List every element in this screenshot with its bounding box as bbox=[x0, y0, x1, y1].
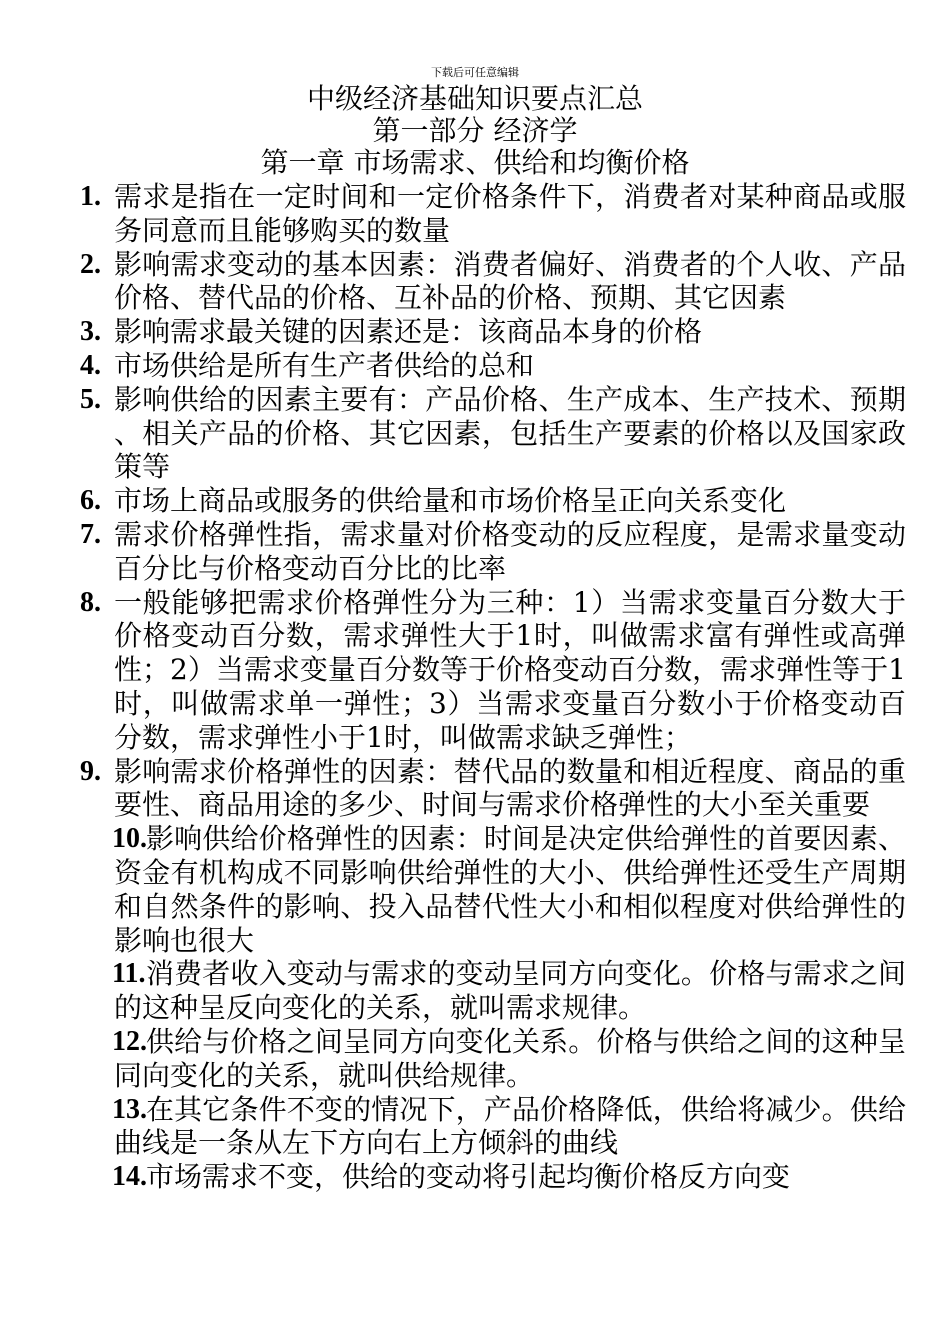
list-item bbox=[80, 518, 906, 586]
item-number: 5. bbox=[80, 383, 101, 415]
list-item bbox=[80, 1093, 906, 1161]
item-text: 一般能够把需求价格弹性分为三种：1）当需求变量百分数大于价格变动百分数，需求弹性大于1时，叫做需求富有弹性或高弹性；2）当需求变量百分数等于价格变动百分数，需求弹性等于1时，叫做需求单一弹性；3）当需求变量百分数小于价格变动百分数，需求弹性小于1时，叫做需求缺乏弹性； bbox=[114, 585, 906, 754]
download-note: 下载后可任意编辑 bbox=[431, 66, 519, 79]
part-title: 第一部分 经济学 bbox=[372, 114, 578, 147]
item-text: 影响需求最关键的因素还是：该商品本身的价格 bbox=[114, 315, 703, 349]
list-item bbox=[80, 248, 906, 316]
main-title: 中级经济基础知识要点汇总 bbox=[306, 82, 643, 115]
item-text: 影响需求价格弹性的因素：替代品的数量和相近程度、商品的重要性、商品用途的多少、时间与需求价格弹性的大小至关重要 bbox=[114, 754, 906, 822]
item-number: 14. bbox=[112, 1161, 147, 1193]
item-number: 1. bbox=[80, 181, 101, 212]
item-number: 11. bbox=[112, 958, 146, 990]
item-text: 市场上商品或服务的供给量和市场价格呈正向关系变化 bbox=[114, 484, 787, 518]
item-number: 7. bbox=[80, 518, 101, 550]
list-item bbox=[80, 586, 906, 755]
list-item bbox=[80, 180, 906, 248]
list-item bbox=[80, 484, 906, 518]
item-text: 影响供给的因素主要有：产品价格、生产成本、生产技术、预期、相关产品的价格、其它因素，包括生产要素的价格以及国家政策等 bbox=[114, 382, 906, 484]
item-number: 2. bbox=[80, 248, 101, 280]
item-number: 8. bbox=[80, 586, 101, 618]
item-text: 需求价格弹性指，需求量对价格变动的反应程度，是需求量变动百分比与价格变动百分比的比率 bbox=[114, 517, 906, 585]
item-text: 影响供给价格弹性的因素：时间是决定供给弹性的首要因素、资金有机构成不同影响供给弹性的大小、供给弹性还受生产周期和自然条件的影响、投入品替代性大小和相似程度对供给弹性的影响也很大 bbox=[114, 822, 906, 957]
chapter-title: 第一章 市场需求、供给和均衡价格 bbox=[260, 146, 690, 179]
item-number: 12. bbox=[112, 1025, 147, 1057]
item-number: 9. bbox=[80, 755, 101, 787]
item-text: 需求是指在一定时间和一定价格条件下，消费者对某种商品或服务同意而且能够购买的数量 bbox=[114, 180, 906, 247]
list-item bbox=[80, 822, 906, 957]
item-number: 13. bbox=[112, 1093, 147, 1125]
item-text: 影响需求变动的基本因素：消费者偏好、消费者的个人收、产品价格、替代品的价格、互补品的价格、预期、其它因素 bbox=[114, 247, 906, 315]
item-text: 在其它条件不变的情况下，产品价格降低，供给将减少。供给曲线是一条从左下方向右上方倾斜的曲线 bbox=[114, 1092, 906, 1160]
list-item bbox=[80, 1160, 906, 1194]
item-number: 3. bbox=[80, 316, 101, 348]
list-item bbox=[80, 383, 906, 484]
list-item bbox=[80, 957, 906, 1025]
item-text: 供给与价格之间呈同方向变化关系。价格与供给之间的这种呈同向变化的关系，就叫供给规律。 bbox=[114, 1024, 906, 1092]
item-number: 6. bbox=[80, 485, 101, 517]
item-number: 4. bbox=[80, 349, 101, 381]
knowledge-point-list bbox=[80, 180, 906, 1194]
item-text: 市场需求不变，供给的变动将引起均衡价格反方向变 bbox=[146, 1160, 791, 1194]
item-text: 市场供给是所有生产者供给的总和 bbox=[114, 348, 535, 382]
list-item bbox=[80, 755, 906, 823]
item-number: 10. bbox=[112, 823, 147, 855]
list-item bbox=[80, 349, 906, 383]
item-text: 消费者收入变动与需求的变动呈同方向变化。价格与需求之间的这种呈反向变化的关系，就叫需求规律。 bbox=[114, 957, 906, 1025]
list-item bbox=[80, 315, 906, 349]
list-item bbox=[80, 1025, 906, 1093]
